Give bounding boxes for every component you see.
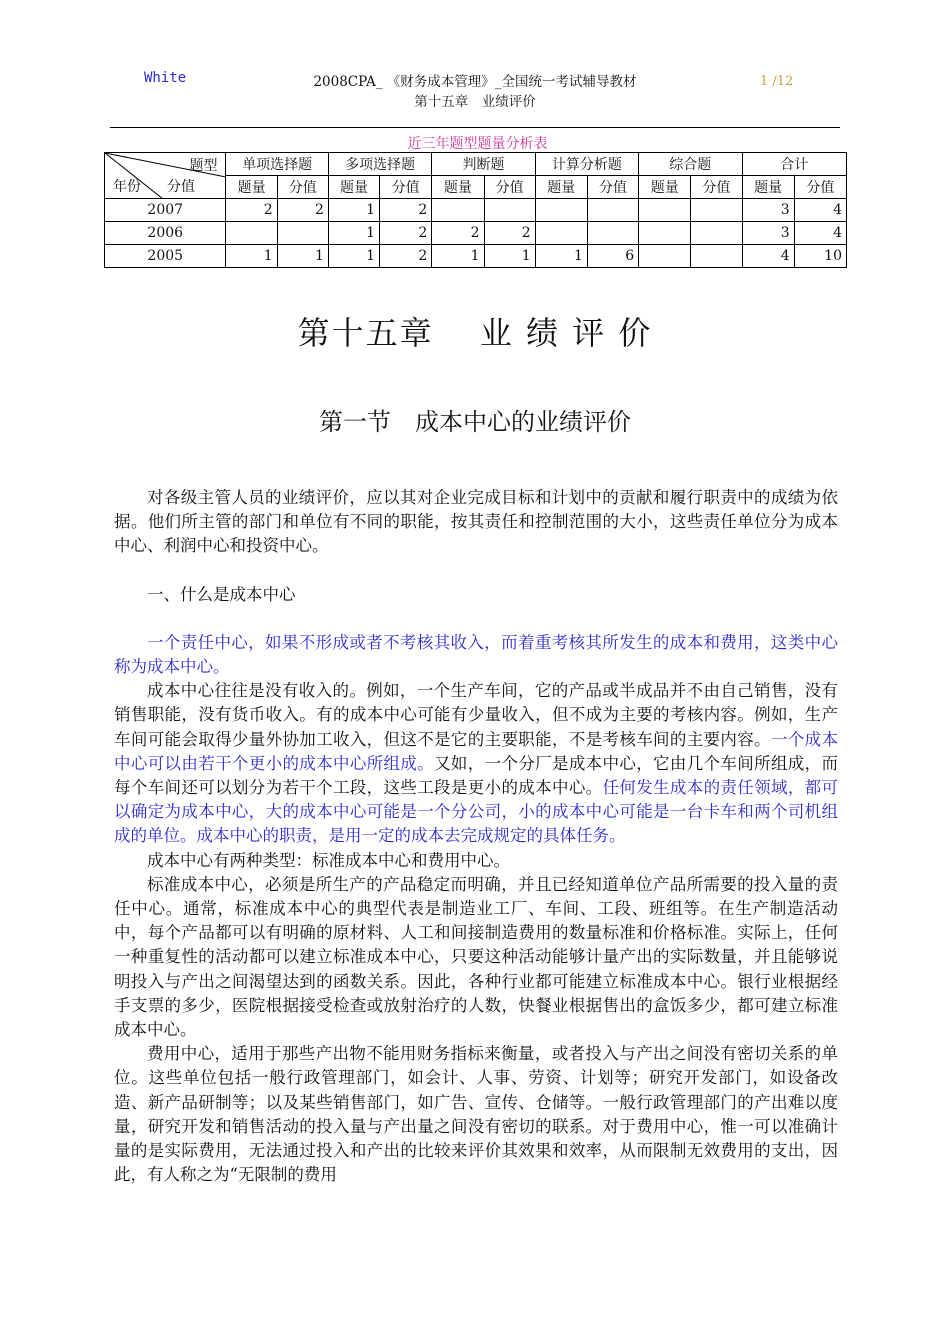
sub-header: 分值 <box>380 176 432 199</box>
table-cell: 4 <box>794 199 846 222</box>
table-cell <box>691 199 742 222</box>
sub-header: 分值 <box>587 176 638 199</box>
sub-header: 分值 <box>794 176 846 199</box>
table-cell: 2 <box>484 222 535 245</box>
sub-header: 题量 <box>535 176 587 199</box>
header-author: White <box>144 70 187 86</box>
header-title-line1: 2008CPA_ 《财务成本管理》_全国统一考试辅导教材 <box>313 74 637 90</box>
diagonal-header-cell <box>105 153 226 199</box>
table-cell: 2 <box>380 222 432 245</box>
diag-label-type: 题型 <box>189 158 218 174</box>
table-cell <box>639 199 691 222</box>
table-cell: 10 <box>794 245 846 268</box>
row-year: 2006 <box>105 222 226 245</box>
table-cell <box>691 222 742 245</box>
diag-label-year: 年份 <box>113 179 141 195</box>
table-cell: 1 <box>226 245 277 268</box>
table-cell <box>587 222 638 245</box>
table-cell: 2 <box>380 199 432 222</box>
table-cell <box>484 199 535 222</box>
table-cell <box>639 222 691 245</box>
table-cell <box>587 199 638 222</box>
table-cell <box>535 199 587 222</box>
subheading-what-is-cost-center: 一、什么是成本中心 <box>147 584 296 604</box>
table-cell: 2 <box>277 199 328 222</box>
table-cell: 1 <box>277 245 328 268</box>
sub-header: 题量 <box>328 176 379 199</box>
col-header-category: 判断题 <box>432 153 535 176</box>
row-year: 2007 <box>105 199 226 222</box>
table-cell: 3 <box>742 222 794 245</box>
body-text <box>114 486 838 1187</box>
section-title: 第一节 成本中心的业绩评价 <box>319 408 631 436</box>
table-cell: 1 <box>328 222 379 245</box>
sub-header: 题量 <box>639 176 691 199</box>
paragraph-definition: 一个责任中心，如果不形成或者不考核其收入，而着重考核其所发生的成本和费用，这类中心称为成本中心。 <box>114 632 838 677</box>
table-cell: 3 <box>742 199 794 222</box>
sub-header: 分值 <box>484 176 535 199</box>
paragraph-standard-cost-center: 标准成本中心，必须是所生产的产品稳定而明确，并且已经知道单位产品所需要的投入量的责任中心。通常，标准成本中心的典型代表是制造业工厂、车间、工段、班组等。在生产制造活动中，每个产品都可以有明确的原材料、人工和间接制造费用的数量标准和价格标准。实际上，任何一种重复性的活动都可以建立标准成本中心，只要这种活动能够计量产出的实际数量，并且能够说明投入与产出之间渴望达到的函数关系。因此，各种行业都可能建立标准成本中心。银行业根据经手支票的多少，医院根据接受检查或放射治疗的人数，快餐业根据售出的盒饭多少，都可建立标准成本中心。 <box>114 874 838 1040</box>
header-divider <box>110 127 840 128</box>
table-cell: 2 <box>432 222 484 245</box>
sub-header: 题量 <box>742 176 794 199</box>
text-span: 又如，一个分厂是成本中心，它由几个车间所组成，而每个车间还可以划分为若干个工段，这些工段是更小的成本中心。 <box>114 753 839 798</box>
sub-header: 分值 <box>691 176 742 199</box>
header-title-line2: 第十五章 业绩评价 <box>414 94 536 110</box>
table-cell: 4 <box>794 222 846 245</box>
table-cell: 2 <box>226 199 277 222</box>
text-span: 成本中心往往是没有收入的。例如，一个生产车间，它的产品或半成品并不由自己销售，没有销售职能，没有货币收入。有的成本中心可能有少量收入，但不成为主要的考核内容。例如，生产车间可能会取得少量外协加工收入，但这不是它的主要职能，不是考核车间的主要内容。 <box>114 681 838 749</box>
col-header-category: 多项选择题 <box>328 153 431 176</box>
table-cell <box>226 222 277 245</box>
table-cell: 1 <box>328 199 379 222</box>
paragraph-no-revenue <box>114 679 838 848</box>
sub-header: 分值 <box>277 176 328 199</box>
chapter-title: 第十五章 业 绩 评 价 <box>297 314 653 352</box>
diag-label-score: 分值 <box>167 179 195 195</box>
paragraph-two-types: 成本中心有两种类型：标准成本中心和费用中心。 <box>147 850 510 870</box>
highlight-span: 任何发生成本的责任领域，都可以确定为成本中心，大的成本中心可能是一个分公司，小的成本中心可能是一台卡车和两个司机组成的单位。成本中心的职责，是用一定的成本去完成规定的具体任务。 <box>114 778 839 846</box>
row-year: 2005 <box>105 245 226 268</box>
table-row <box>105 245 847 268</box>
table-title: 近三年题型题量分析表 <box>407 136 548 152</box>
table-cell: 6 <box>587 245 638 268</box>
highlight-span: 一个成本中心可以由若干个更小的成本中心所组成。 <box>114 729 839 773</box>
table-cell: 1 <box>484 245 535 268</box>
table-cell: 1 <box>535 245 587 268</box>
table-cell: 4 <box>742 245 794 268</box>
table-cell <box>432 199 484 222</box>
col-header-category: 计算分析题 <box>535 153 638 176</box>
table-cell: 2 <box>380 245 432 268</box>
page-number: 1 /12 <box>760 74 794 89</box>
col-header-category: 合计 <box>742 153 846 176</box>
table-cell: 1 <box>328 245 379 268</box>
col-header-category: 综合题 <box>639 153 742 176</box>
sub-header: 题量 <box>226 176 277 199</box>
paragraph-intro: 对各级主管人员的业绩评价，应以其对企业完成目标和计划中的贡献和履行职责中的成绩为依据。他们所主管的部门和单位有不同的职能，按其责任和控制范围的大小，这些责任单位分为成本中心、利润中心和投资中心。 <box>114 488 838 556</box>
paragraph-expense-center: 费用中心，适用于那些产出物不能用财务指标来衡量，或者投入与产出之间没有密切关系的单位。这些单位包括一般行政管理部门，如会计、人事、劳资、计划等；研究开发部门，如设备改造、新产品研制等；以及某些销售部门，如广告、宣传、仓储等。一般行政管理部门的产出难以度量，研究开发和销售活动的投入量与产出量之间没有密切的联系。对于费用中心，惟一可以准确计量的是实际费用，无法通过投入和产出的比较来评价其效果和效率，从而限制无效费用的支出，因此，有人称之为“无限制的费用 <box>114 1044 838 1185</box>
table-row <box>105 199 847 222</box>
table-cell <box>535 222 587 245</box>
sub-header: 题量 <box>432 176 484 199</box>
col-header-category: 单项选择题 <box>226 153 328 176</box>
header-title <box>250 72 700 112</box>
table-cell <box>691 245 742 268</box>
table-cell: 1 <box>432 245 484 268</box>
table-cell <box>639 245 691 268</box>
analysis-table <box>104 152 847 268</box>
table-row <box>105 222 847 245</box>
table-cell <box>277 222 328 245</box>
